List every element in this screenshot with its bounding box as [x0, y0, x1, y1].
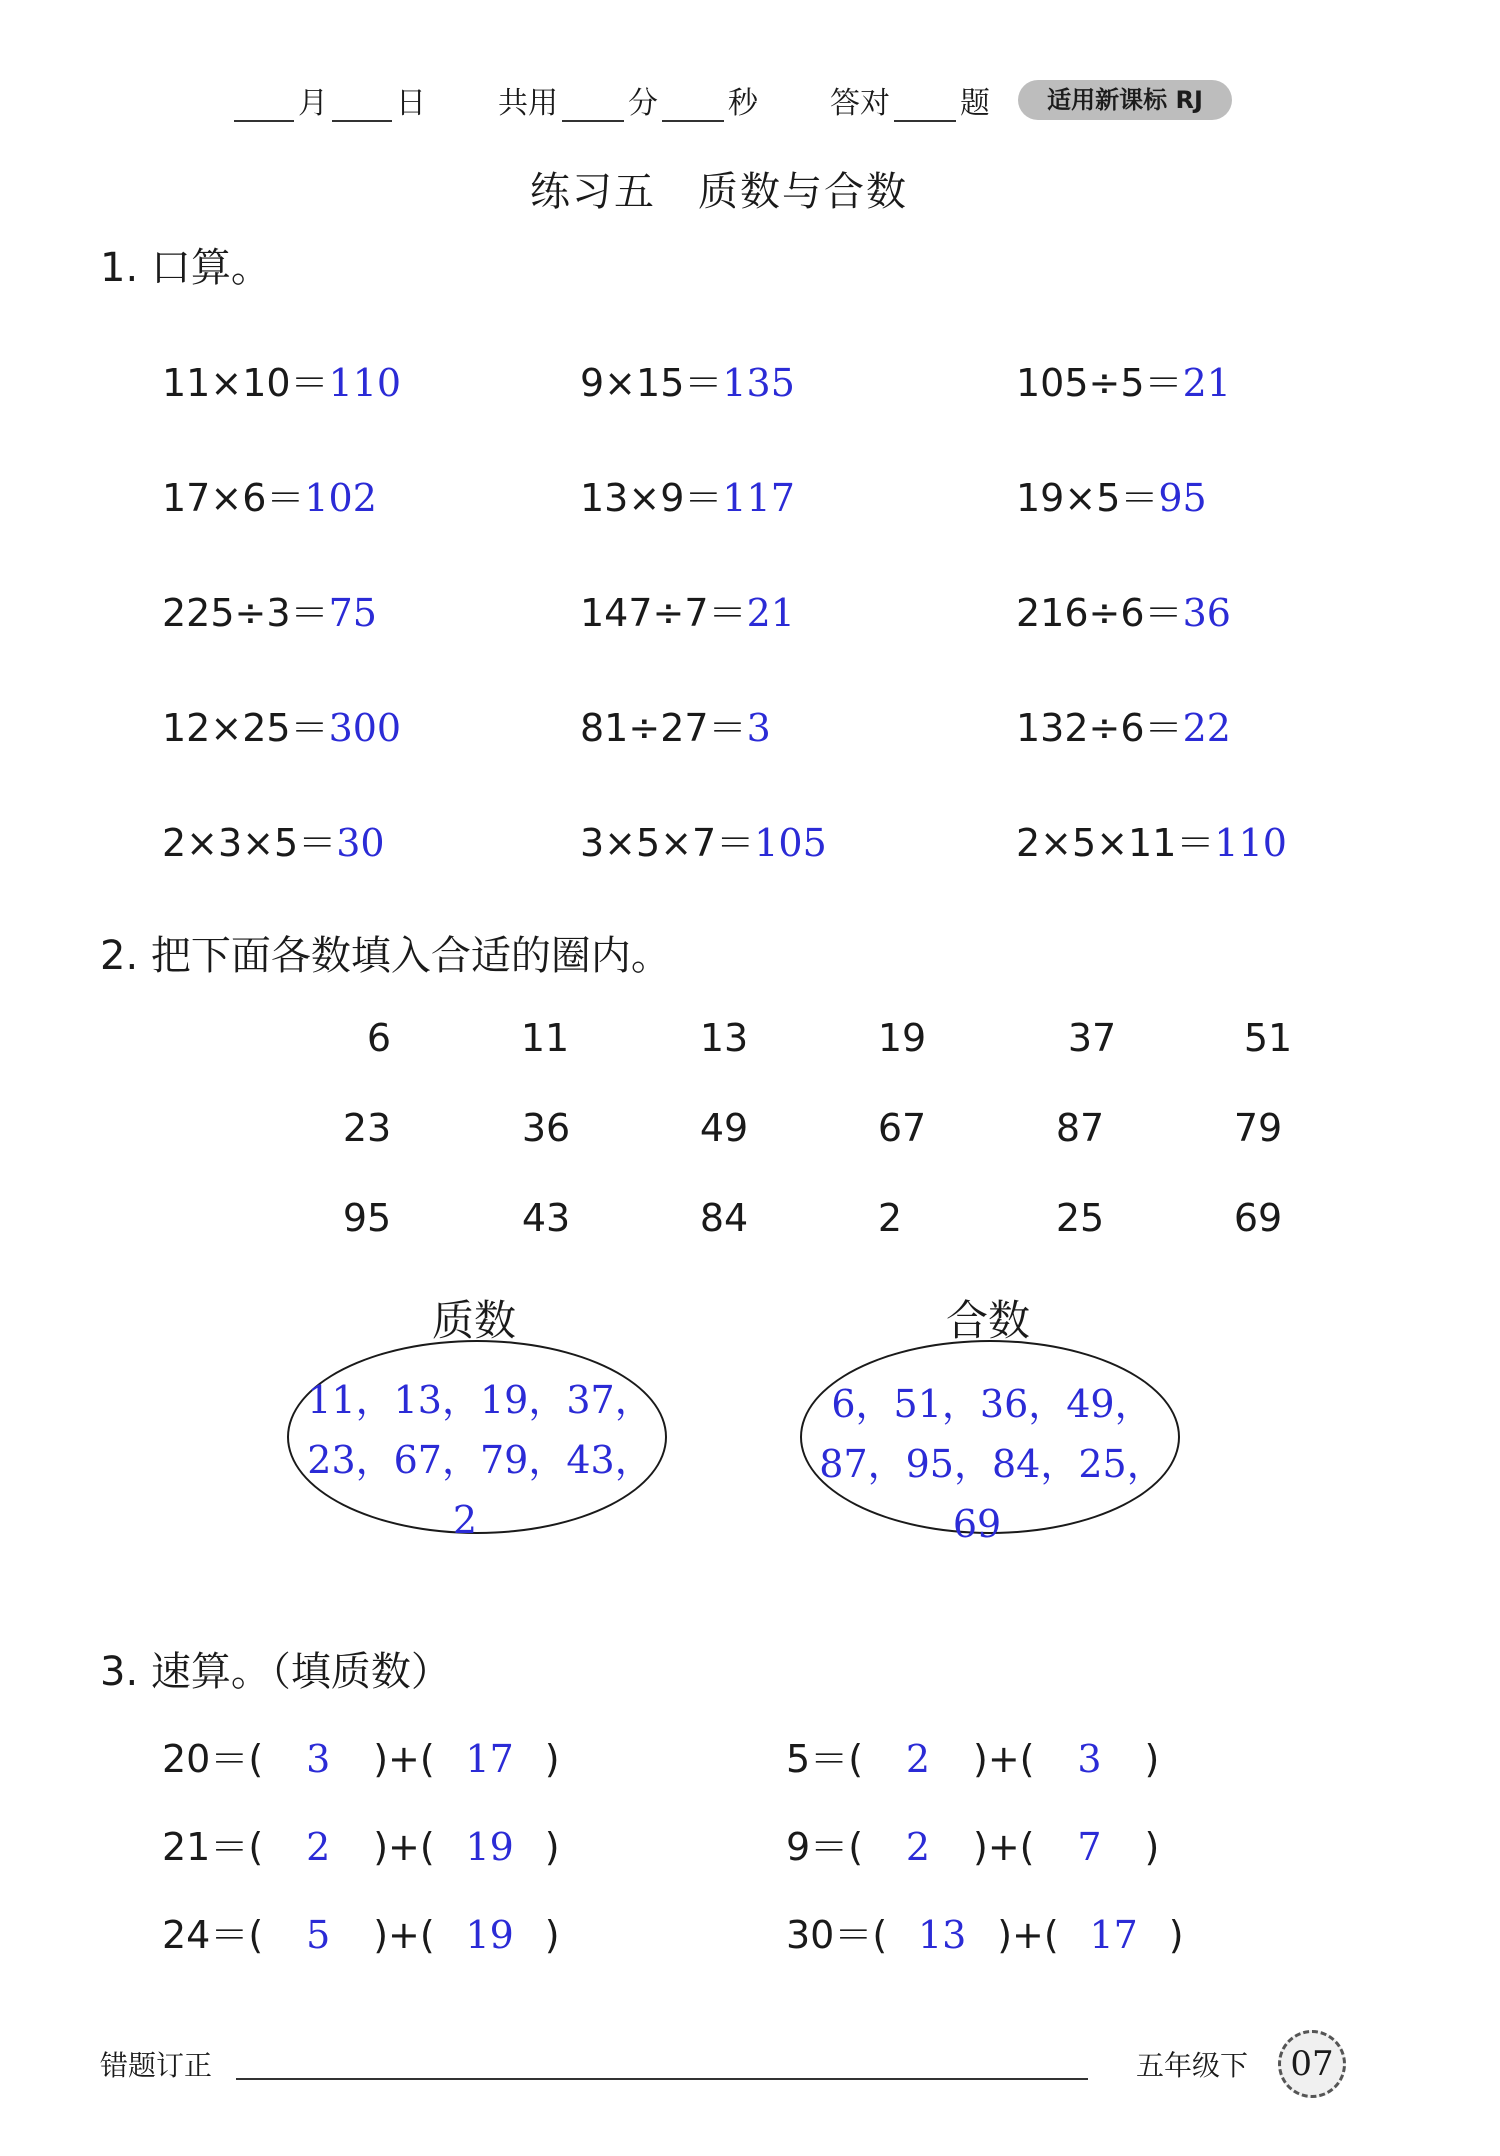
prime-answer: 7	[1077, 1825, 1102, 1869]
calc-answer: 30	[336, 821, 385, 865]
calc-answer: 21	[746, 591, 795, 635]
prime-sum-item: 20＝( 3 )+( 17 )	[162, 1737, 560, 1781]
prime-answer: 2	[905, 1825, 931, 1869]
correction-line[interactable]	[236, 2078, 1088, 2080]
number-item: 51	[1243, 1016, 1293, 1060]
number-item: 79	[1233, 1106, 1283, 1150]
prime-line: 23，67，79，43，	[307, 1438, 653, 1482]
prime-answer: 13	[918, 1913, 967, 1957]
grade-label: 五年级下	[1136, 2049, 1249, 2082]
date-fill-line	[230, 78, 426, 122]
calc-item: 2×5×11＝110	[1016, 821, 1287, 865]
minutes-label: 分	[628, 86, 658, 121]
number-item: 19	[877, 1016, 927, 1060]
section-3-heading: 3. 速算。（填质数）	[100, 1649, 451, 1695]
number-item: 87	[1055, 1106, 1105, 1150]
calc-item: 81÷27＝3	[580, 706, 771, 750]
calc-answer: 22	[1182, 706, 1231, 750]
prime-answer: 17	[1089, 1913, 1138, 1957]
number-item: 95	[342, 1196, 392, 1240]
calc-item: 17×6＝102	[162, 476, 377, 520]
prime-line: 11，13，19，37，	[307, 1378, 653, 1422]
calc-item: 11×10＝110	[162, 361, 402, 405]
calc-answer: 102	[304, 476, 377, 520]
calc-item: 132÷6＝22	[1016, 706, 1231, 750]
calc-item: 9×15＝135	[580, 361, 795, 405]
calc-answer: 110	[328, 361, 402, 405]
seconds-blank[interactable]	[662, 118, 724, 122]
calc-answer: 75	[328, 591, 377, 635]
number-item: 69	[1233, 1196, 1283, 1240]
calc-item: 105÷5＝21	[1016, 361, 1231, 405]
section-2-heading: 2. 把下面各数填入合适的圈内。	[100, 933, 671, 979]
prime-line: 2	[452, 1498, 478, 1542]
calc-answer: 3	[746, 706, 771, 750]
calc-answer: 21	[1182, 361, 1231, 405]
number-item: 37	[1067, 1016, 1117, 1060]
composite-line: 87，95，84，25，	[819, 1442, 1165, 1486]
prime-sum-item: 9＝( 2 )+( 7 )	[786, 1825, 1160, 1869]
calc-item: 13×9＝117	[580, 476, 795, 520]
prime-answer: 19	[465, 1825, 514, 1869]
seconds-label: 秒	[728, 86, 758, 121]
time-fill-line	[498, 78, 758, 122]
calc-answer: 300	[328, 706, 402, 750]
number-item: 2	[877, 1196, 903, 1240]
calc-answer: 105	[754, 821, 827, 865]
calc-item: 147÷7＝21	[580, 591, 795, 635]
question-unit-label: 题	[960, 86, 990, 121]
month-blank[interactable]	[234, 118, 294, 122]
number-item: 13	[699, 1016, 749, 1060]
calc-answer: 135	[722, 361, 795, 405]
composite-line: 69	[952, 1502, 1002, 1546]
prime-answer: 2	[905, 1737, 931, 1781]
number-item: 84	[699, 1196, 749, 1240]
prime-sum-item: 21＝( 2 )+( 19 )	[162, 1825, 560, 1869]
correction-label: 错题订正	[100, 2049, 213, 2082]
section-1-heading: 1. 口算。	[100, 245, 271, 291]
prime-answer: 3	[306, 1737, 331, 1781]
prime-oval-content	[300, 1370, 660, 1550]
prime-answer: 17	[465, 1737, 514, 1781]
page-title: 练习五 质数与合数	[530, 169, 908, 215]
calc-item: 2×3×5＝30	[162, 821, 385, 865]
score-fill-line	[830, 78, 990, 122]
number-item: 49	[699, 1106, 749, 1150]
curriculum-badge: 适用新课标 RJ	[1018, 80, 1232, 120]
month-label: 月	[298, 86, 328, 121]
number-item: 23	[342, 1106, 392, 1150]
number-item: 67	[877, 1106, 927, 1150]
calc-answer: 95	[1158, 476, 1207, 520]
prime-sum-item: 30＝( 13 )+( 17 )	[786, 1913, 1184, 1957]
calc-answer: 117	[722, 476, 795, 520]
composite-oval-content	[812, 1374, 1172, 1554]
calc-answer: 36	[1182, 591, 1231, 635]
prime-label: 质数	[432, 1296, 517, 1345]
calc-item: 225÷3＝75	[162, 591, 377, 635]
composite-line: 6，51，36，49，	[831, 1382, 1153, 1426]
calc-item: 3×5×7＝105	[580, 821, 827, 865]
minutes-blank[interactable]	[562, 118, 624, 122]
time-used-label: 共用	[498, 86, 558, 121]
prime-answer: 5	[306, 1913, 331, 1957]
correct-count-blank[interactable]	[894, 118, 956, 122]
day-blank[interactable]	[332, 118, 392, 122]
number-item: 11	[520, 1016, 570, 1060]
prime-sum-item: 5＝( 2 )+( 3 )	[786, 1737, 1160, 1781]
calc-answer: 110	[1214, 821, 1287, 865]
calc-item: 216÷6＝36	[1016, 591, 1231, 635]
correct-label: 答对	[830, 86, 890, 121]
prime-sum-item: 24＝( 5 )+( 19 )	[162, 1913, 560, 1957]
number-item: 6	[366, 1016, 392, 1060]
composite-label: 合数	[946, 1296, 1031, 1345]
number-item: 36	[521, 1106, 571, 1150]
calc-item: 19×5＝95	[1016, 476, 1207, 520]
number-item: 25	[1055, 1196, 1105, 1240]
prime-answer: 2	[306, 1825, 331, 1869]
number-item: 43	[521, 1196, 571, 1240]
calc-item: 12×25＝300	[162, 706, 402, 750]
page-number: 07	[1278, 2030, 1346, 2098]
prime-answer: 19	[465, 1913, 514, 1957]
prime-answer: 3	[1077, 1737, 1102, 1781]
day-label: 日	[396, 86, 426, 121]
